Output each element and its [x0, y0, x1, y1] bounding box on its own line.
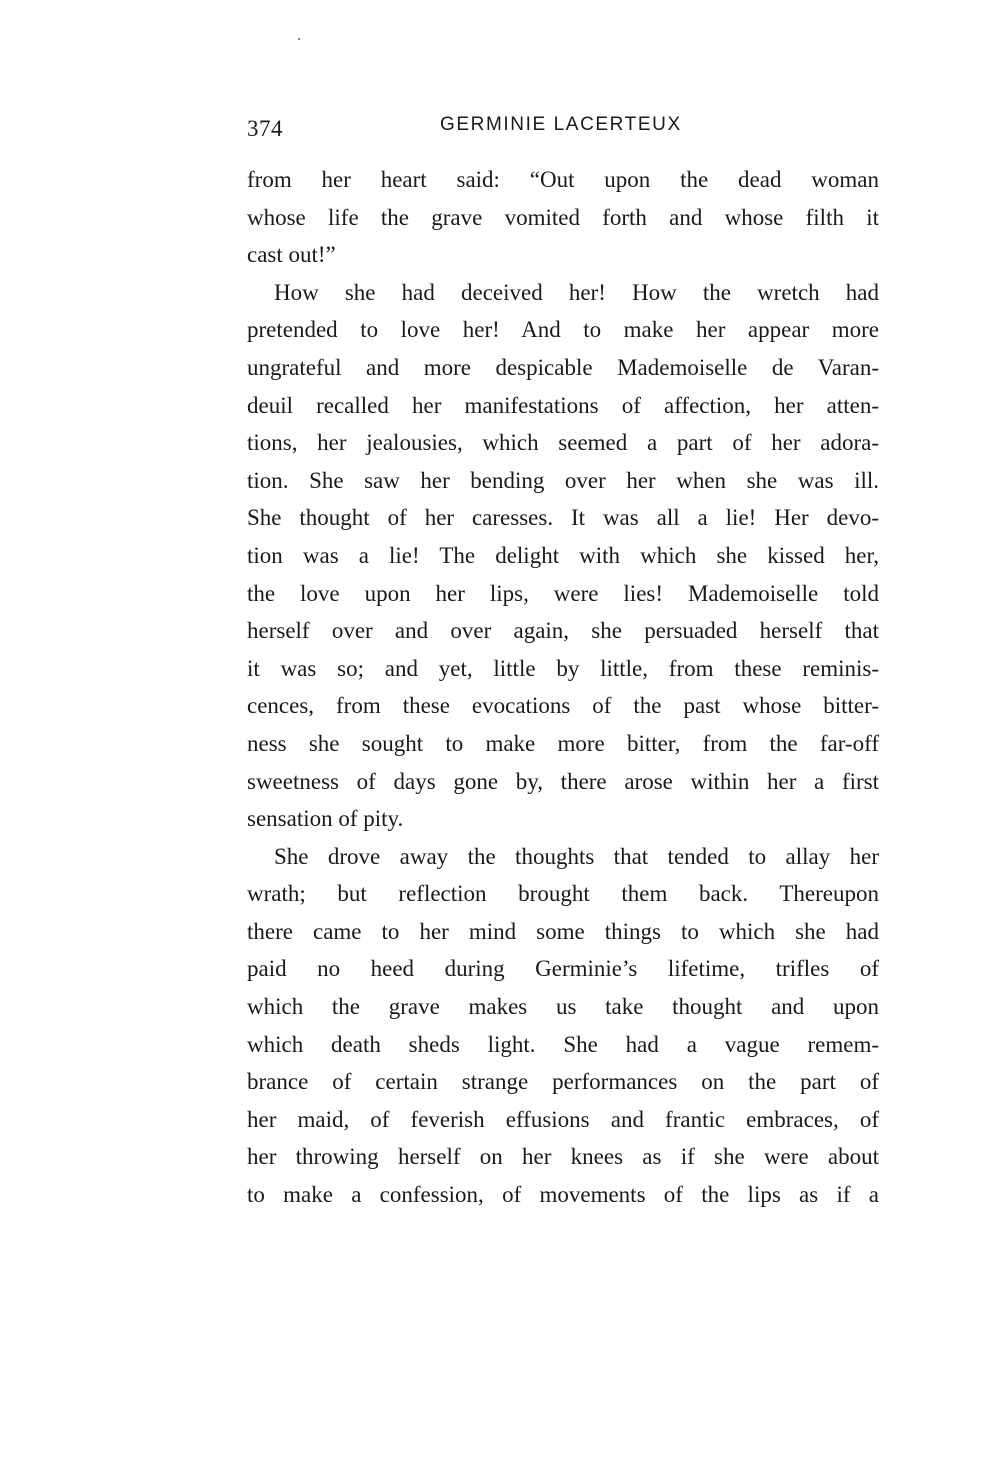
running-head [247, 112, 883, 146]
text-line: brance of certain strange performances on the part of [247, 1069, 879, 1095]
text-line: cast out!” [247, 242, 336, 268]
text-line: How she had deceived her! How the wretch had [274, 279, 879, 305]
text-line: which death sheds light. She had a vague remem- [247, 1031, 879, 1057]
scan-speck [298, 38, 300, 40]
text-line: whose life the grave vomited forth and whose filth it [247, 204, 879, 230]
text-line: She drove away the thoughts that tended to allay her [274, 843, 879, 869]
text-line: herself over and over again, she persuaded herself that [247, 618, 879, 644]
text-line: sweetness of days gone by, there arose within her a first [247, 768, 879, 794]
text-line: cences, from these evocations of the past whose bitter- [247, 693, 879, 719]
text-line: wrath; but reflection brought them back. Thereupon [247, 881, 879, 907]
text-line: to make a confession, of movements of the lips as if a [247, 1182, 879, 1208]
page-number: 374 [247, 116, 283, 141]
body-text [247, 161, 879, 1214]
text-line: tion was a lie! The delight with which she kissed her, [247, 542, 879, 568]
text-line: from her heart said: “Out upon the dead woman [247, 167, 879, 192]
text-line: her maid, of feverish effusions and frantic embraces, of [247, 1106, 879, 1132]
text-line: her throwing herself on her knees as if she were about [247, 1144, 879, 1170]
text-line: She thought of her caresses. It was all a lie! Her devo- [247, 505, 879, 531]
text-line: sensation of pity. [247, 806, 404, 832]
text-line: ungrateful and more despicable Mademoiselle de Varan- [247, 354, 879, 380]
text-line: there came to her mind some things to which she had [247, 918, 879, 944]
text-line: ness she sought to make more bitter, from the far-off [247, 730, 879, 756]
text-line: paid no heed during Germinie’s lifetime, trifles of [247, 956, 879, 982]
running-title: GERMINIE LACERTEUX [440, 114, 682, 135]
text-line: pretended to love her! And to make her appear more [247, 317, 879, 343]
text-line: tions, her jealousies, which seemed a part of her adora- [247, 430, 879, 456]
text-line: deuil recalled her manifestations of affection, her atten- [247, 392, 879, 418]
text-line: tion. She saw her bending over her when she was ill. [247, 467, 879, 493]
text-line: it was so; and yet, little by little, from these reminis- [247, 655, 879, 681]
text-line: the love upon her lips, were lies! Mademoiselle told [247, 580, 879, 606]
text-line: which the grave makes us take thought and upon [247, 994, 879, 1020]
